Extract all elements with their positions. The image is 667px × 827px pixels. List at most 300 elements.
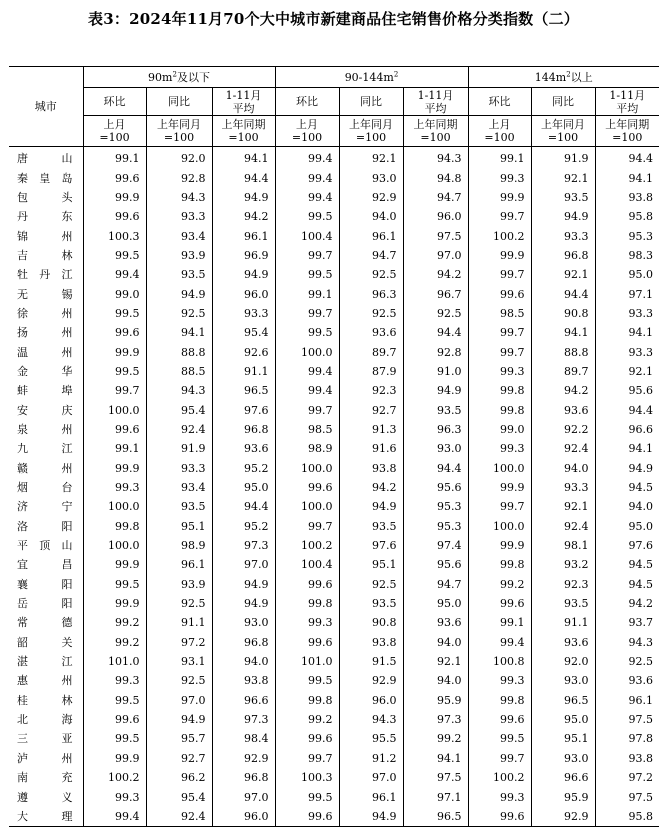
- index-value: 94.1: [146, 323, 212, 342]
- base-period-header: [212, 116, 275, 147]
- table-row: [9, 787, 659, 806]
- index-value: 100.0: [468, 517, 531, 536]
- page-title: 表3：2024年11月70个大中城市新建商品住宅销售价格分类指数（二）: [88, 10, 579, 28]
- index-value: 99.4: [83, 265, 146, 284]
- city-name: 徐州: [9, 304, 83, 323]
- city-name: 湛江: [9, 652, 83, 671]
- size-group-header: $144m^2$以上: [468, 67, 659, 88]
- index-value: 96.6: [628, 422, 653, 436]
- index-value: 92.4: [531, 517, 595, 536]
- table-row: [9, 691, 659, 710]
- table-row: [9, 342, 659, 361]
- index-value: 99.7: [468, 342, 531, 361]
- superscript: 2: [172, 69, 177, 78]
- index-value: 92.5: [339, 575, 403, 594]
- index-value: 93.8: [628, 751, 653, 765]
- index-value: 99.0: [83, 284, 146, 303]
- index-value: 94.9: [403, 381, 468, 400]
- index-value: 99.3: [275, 613, 339, 632]
- table-row: [9, 362, 659, 381]
- index-value: 91.5: [339, 652, 403, 671]
- index-value: 92.3: [339, 381, 403, 400]
- index-value: 96.5: [212, 381, 275, 400]
- index-value: 92.5: [628, 655, 653, 669]
- metric-header-line: 1-11月: [417, 88, 454, 102]
- index-value: 96.0: [212, 807, 275, 827]
- index-value: 99.3: [468, 168, 531, 187]
- index-value: 96.1: [212, 226, 275, 245]
- index-value: 91.6: [339, 439, 403, 458]
- index-value: 92.3: [531, 575, 595, 594]
- index-value: 95.2: [212, 459, 275, 478]
- index-value: 94.7: [339, 246, 403, 265]
- table-row: [9, 671, 659, 690]
- index-value: 97.6: [339, 536, 403, 555]
- index-value: 94.0: [403, 633, 468, 652]
- index-value: 96.2: [146, 768, 212, 787]
- index-value: 94.3: [628, 635, 653, 649]
- index-value: 97.3: [403, 710, 468, 729]
- index-value: 98.5: [275, 420, 339, 439]
- metric-header: [146, 88, 212, 116]
- index-value: 94.4: [212, 168, 275, 187]
- index-value: 95.3: [403, 517, 468, 536]
- index-value: 95.7: [146, 729, 212, 748]
- index-value: 98.9: [275, 439, 339, 458]
- index-value: 92.9: [531, 807, 595, 827]
- city-name: 宜昌: [9, 555, 83, 574]
- index-value: 90.8: [339, 613, 403, 632]
- index-value: 93.6: [531, 633, 595, 652]
- index-value: 95.1: [339, 555, 403, 574]
- index-value: 99.8: [468, 381, 531, 400]
- index-value: 94.4: [628, 403, 653, 417]
- index-value: 97.8: [628, 732, 653, 746]
- base-period-header: [83, 116, 146, 147]
- index-value: 99.7: [275, 749, 339, 768]
- index-value: 94.2: [531, 381, 595, 400]
- index-value: 99.2: [403, 729, 468, 748]
- metric-header: [339, 88, 403, 116]
- city-name: 洛阳: [9, 517, 83, 536]
- index-value: 99.7: [468, 265, 531, 284]
- metric-header: [212, 88, 275, 116]
- index-value: 94.9: [212, 188, 275, 207]
- table-row: [9, 381, 659, 400]
- index-value: 97.0: [339, 768, 403, 787]
- index-value: 92.5: [403, 304, 468, 323]
- base-period-line: 上月: [103, 118, 126, 131]
- city-name: 泸州: [9, 749, 83, 768]
- table-row: [9, 400, 659, 419]
- index-value: 94.9: [212, 594, 275, 613]
- index-value: 99.5: [83, 729, 146, 748]
- index-value: 92.1: [531, 497, 595, 516]
- index-value: 99.9: [83, 594, 146, 613]
- index-value: 94.9: [339, 807, 403, 827]
- index-value: 92.5: [339, 265, 403, 284]
- index-value: 91.9: [531, 147, 595, 169]
- index-value: 93.0: [339, 168, 403, 187]
- index-value: 92.8: [403, 342, 468, 361]
- table-row: [9, 555, 659, 574]
- city-name: 遵义: [9, 787, 83, 806]
- index-value: 92.1: [403, 652, 468, 671]
- metric-header-line: 同比: [552, 95, 574, 108]
- index-value: 92.6: [212, 342, 275, 361]
- table-row: [9, 749, 659, 768]
- index-value: 95.4: [146, 400, 212, 419]
- index-value: 99.4: [275, 381, 339, 400]
- index-value: 93.0: [531, 749, 595, 768]
- city-name: 平顶山: [9, 536, 83, 555]
- index-value: 93.3: [531, 226, 595, 245]
- index-value: 94.1: [212, 147, 275, 169]
- index-value: 99.6: [83, 710, 146, 729]
- index-value: 99.7: [275, 304, 339, 323]
- city-name: 韶关: [9, 633, 83, 652]
- table-row: [9, 439, 659, 458]
- index-value: 96.5: [403, 807, 468, 827]
- index-value: 96.1: [146, 555, 212, 574]
- index-value: 101.0: [83, 652, 146, 671]
- index-value: 99.5: [83, 304, 146, 323]
- superscript: 2: [566, 69, 571, 78]
- superscript: 2: [393, 69, 399, 78]
- city-name: 烟台: [9, 478, 83, 497]
- base-period-line: =100: [547, 131, 579, 144]
- index-value: 96.3: [339, 284, 403, 303]
- table-row: [9, 536, 659, 555]
- index-value: 93.3: [146, 459, 212, 478]
- index-value: 94.3: [403, 147, 468, 169]
- index-value: 95.3: [628, 229, 653, 243]
- index-value: 99.6: [83, 420, 146, 439]
- index-value: 95.0: [212, 478, 275, 497]
- index-value: 97.3: [212, 710, 275, 729]
- table-row: [9, 652, 659, 671]
- index-value: 93.0: [403, 439, 468, 458]
- index-value: 96.3: [403, 420, 468, 439]
- metric-header-line: 同比: [168, 95, 190, 108]
- index-value: 92.1: [339, 147, 403, 169]
- city-name: 锦州: [9, 226, 83, 245]
- index-value: 99.7: [83, 381, 146, 400]
- index-value: 95.0: [628, 268, 653, 282]
- index-value: 92.0: [146, 147, 212, 169]
- index-value: 95.6: [628, 384, 653, 398]
- index-value: 93.3: [146, 207, 212, 226]
- index-value: 99.3: [83, 787, 146, 806]
- index-value: 96.0: [339, 691, 403, 710]
- index-value: 92.5: [339, 304, 403, 323]
- index-value: 95.0: [628, 519, 653, 533]
- index-value: 94.1: [531, 323, 595, 342]
- index-value: 93.5: [403, 400, 468, 419]
- index-value: 94.3: [339, 710, 403, 729]
- index-value: 97.0: [146, 691, 212, 710]
- index-value: 100.8: [468, 652, 531, 671]
- index-value: 99.6: [275, 633, 339, 652]
- index-value: 99.5: [275, 787, 339, 806]
- index-value: 95.6: [403, 555, 468, 574]
- index-value: 95.2: [212, 517, 275, 536]
- base-period-line: =100: [420, 131, 451, 144]
- index-value: 91.1: [146, 613, 212, 632]
- index-value: 99.6: [83, 323, 146, 342]
- index-value: 96.1: [339, 226, 403, 245]
- index-value: 92.4: [146, 807, 212, 827]
- base-period-header: [595, 116, 659, 147]
- index-value: 95.1: [146, 517, 212, 536]
- index-value: 99.5: [83, 691, 146, 710]
- index-value: 99.9: [83, 188, 146, 207]
- index-value: 99.6: [468, 710, 531, 729]
- index-value: 93.9: [146, 246, 212, 265]
- index-value: 93.2: [531, 555, 595, 574]
- index-value: 99.7: [275, 517, 339, 536]
- index-value: 95.8: [628, 210, 653, 224]
- index-value: 94.7: [403, 188, 468, 207]
- index-value: 97.6: [212, 400, 275, 419]
- index-value: 100.0: [275, 459, 339, 478]
- index-value: 100.0: [83, 400, 146, 419]
- index-value: 92.8: [146, 168, 212, 187]
- index-value: 92.4: [146, 420, 212, 439]
- index-value: 97.5: [403, 768, 468, 787]
- index-value: 99.7: [468, 323, 531, 342]
- index-value: 99.4: [275, 188, 339, 207]
- city-name: 赣州: [9, 459, 83, 478]
- index-value: 94.5: [628, 577, 653, 591]
- table-row: [9, 246, 659, 265]
- index-value: 99.5: [468, 729, 531, 748]
- index-value: 93.5: [146, 265, 212, 284]
- index-value: 94.5: [628, 558, 653, 572]
- table-row: [9, 304, 659, 323]
- index-value: 99.1: [468, 613, 531, 632]
- index-value: 91.2: [339, 749, 403, 768]
- index-value: 92.5: [146, 594, 212, 613]
- index-value: 88.8: [531, 342, 595, 361]
- index-value: 99.7: [275, 246, 339, 265]
- index-value: 93.3: [628, 306, 653, 320]
- index-value: 94.9: [146, 284, 212, 303]
- index-value: 94.3: [146, 381, 212, 400]
- metric-header: [468, 88, 531, 116]
- city-name: 温州: [9, 342, 83, 361]
- index-value: 99.5: [275, 265, 339, 284]
- base-period-line: 上月: [296, 118, 318, 131]
- table-row: [9, 807, 659, 827]
- index-value: 94.7: [403, 575, 468, 594]
- index-value: 97.3: [212, 536, 275, 555]
- table-row: [9, 633, 659, 652]
- index-value: 87.9: [339, 362, 403, 381]
- price-index-table: [9, 66, 659, 827]
- city-name: 岳阳: [9, 594, 83, 613]
- index-value: 97.2: [628, 771, 653, 785]
- index-value: 99.0: [468, 420, 531, 439]
- header-row-base: [9, 116, 659, 147]
- index-value: 98.9: [146, 536, 212, 555]
- index-value: 97.0: [403, 246, 468, 265]
- index-value: 99.5: [275, 323, 339, 342]
- index-value: 93.1: [146, 652, 212, 671]
- metric-header-line: 环比: [103, 95, 126, 108]
- index-value: 99.6: [275, 729, 339, 748]
- index-value: 95.1: [531, 729, 595, 748]
- metric-header: [403, 88, 468, 116]
- index-value: 97.5: [628, 790, 653, 804]
- index-value: 97.1: [628, 287, 653, 301]
- table-row: [9, 207, 659, 226]
- metric-header-line: 同比: [360, 95, 382, 108]
- index-value: 98.1: [531, 536, 595, 555]
- index-value: 99.5: [83, 575, 146, 594]
- index-value: 94.3: [146, 188, 212, 207]
- index-value: 99.9: [468, 536, 531, 555]
- index-value: 92.1: [628, 364, 653, 378]
- city-name: 秦皇岛: [9, 168, 83, 187]
- index-value: 100.0: [275, 497, 339, 516]
- base-period-header: [468, 116, 531, 147]
- header-row-groups: [9, 67, 659, 88]
- index-value: 100.0: [83, 497, 146, 516]
- index-value: 94.0: [212, 652, 275, 671]
- index-value: 99.6: [275, 478, 339, 497]
- index-value: 96.9: [212, 246, 275, 265]
- index-value: 96.6: [212, 691, 275, 710]
- index-value: 89.7: [339, 342, 403, 361]
- metric-header: [531, 88, 595, 116]
- index-value: 99.7: [468, 207, 531, 226]
- index-value: 93.8: [628, 190, 653, 204]
- index-value: 95.4: [212, 323, 275, 342]
- index-value: 99.9: [83, 555, 146, 574]
- index-value: 99.6: [275, 575, 339, 594]
- index-value: 94.1: [628, 171, 653, 185]
- index-value: 93.8: [339, 459, 403, 478]
- index-value: 95.5: [339, 729, 403, 748]
- index-value: 99.4: [275, 168, 339, 187]
- index-value: 93.6: [403, 613, 468, 632]
- index-value: 93.4: [146, 226, 212, 245]
- index-value: 92.4: [531, 439, 595, 458]
- index-value: 99.4: [468, 633, 531, 652]
- city-name: 安庆: [9, 400, 83, 419]
- index-value: 94.0: [628, 500, 653, 514]
- index-value: 99.8: [275, 691, 339, 710]
- index-value: 95.8: [595, 807, 659, 827]
- index-value: 93.9: [146, 575, 212, 594]
- index-value: 98.5: [468, 304, 531, 323]
- index-value: 92.1: [531, 265, 595, 284]
- city-name: 襄阳: [9, 575, 83, 594]
- index-value: 94.9: [531, 207, 595, 226]
- base-period-line: 上年同期: [221, 118, 266, 131]
- index-value: 99.7: [275, 400, 339, 419]
- index-value: 93.0: [212, 613, 275, 632]
- header-row-metrics: [9, 88, 659, 116]
- index-value: 94.2: [403, 265, 468, 284]
- index-value: 93.5: [339, 594, 403, 613]
- index-value: 91.3: [339, 420, 403, 439]
- index-value: 92.9: [339, 671, 403, 690]
- index-value: 99.1: [83, 439, 146, 458]
- index-value: 94.4: [628, 152, 653, 166]
- index-value: 88.5: [146, 362, 212, 381]
- table-row: [9, 613, 659, 632]
- index-value: 94.0: [339, 207, 403, 226]
- index-value: 92.5: [146, 671, 212, 690]
- index-value: 94.1: [628, 326, 653, 340]
- index-value: 93.8: [212, 671, 275, 690]
- table-row: [9, 168, 659, 187]
- index-value: 95.4: [146, 787, 212, 806]
- index-value: 99.3: [468, 787, 531, 806]
- index-value: 99.6: [83, 207, 146, 226]
- table-row: [9, 420, 659, 439]
- city-name: 北海: [9, 710, 83, 729]
- index-value: 99.1: [83, 147, 146, 169]
- index-value: 99.3: [83, 671, 146, 690]
- index-value: 95.6: [403, 478, 468, 497]
- table-row: [9, 323, 659, 342]
- size-group-header: $90-144m^2$: [275, 67, 468, 88]
- index-value: 100.2: [468, 768, 531, 787]
- base-period-line: 上年同月: [349, 118, 393, 131]
- index-value: 95.9: [403, 691, 468, 710]
- index-value: 95.9: [531, 787, 595, 806]
- index-value: 99.6: [468, 807, 531, 827]
- index-value: 99.8: [275, 594, 339, 613]
- metric-header-line: 平均: [424, 101, 447, 115]
- index-value: 100.3: [83, 226, 146, 245]
- base-period-header: [275, 116, 339, 147]
- city-name: 常德: [9, 613, 83, 632]
- metric-header: [83, 88, 146, 116]
- table-row: [9, 284, 659, 303]
- index-value: 92.9: [339, 188, 403, 207]
- index-value: 89.7: [531, 362, 595, 381]
- index-value: 100.4: [275, 555, 339, 574]
- index-value: 94.4: [403, 323, 468, 342]
- index-value: 99.2: [83, 613, 146, 632]
- index-value: 96.1: [628, 693, 653, 707]
- city-name: 桂林: [9, 691, 83, 710]
- index-value: 97.0: [212, 787, 275, 806]
- index-value: 92.9: [212, 749, 275, 768]
- city-name: 九江: [9, 439, 83, 458]
- index-value: 99.4: [275, 362, 339, 381]
- index-value: 91.9: [146, 439, 212, 458]
- base-period-line: 上年同月: [157, 118, 201, 131]
- index-value: 99.8: [468, 691, 531, 710]
- index-value: 100.2: [275, 536, 339, 555]
- city-name: 济宁: [9, 497, 83, 516]
- index-value: 94.9: [628, 461, 653, 475]
- index-value: 92.2: [531, 420, 595, 439]
- metric-header: [275, 88, 339, 116]
- base-period-line: 上月: [488, 118, 511, 131]
- index-value: 93.5: [531, 594, 595, 613]
- index-value: 91.1: [212, 362, 275, 381]
- index-value: 99.6: [468, 594, 531, 613]
- index-value: 99.1: [468, 147, 531, 169]
- index-value: 95.0: [403, 594, 468, 613]
- index-value: 100.2: [468, 226, 531, 245]
